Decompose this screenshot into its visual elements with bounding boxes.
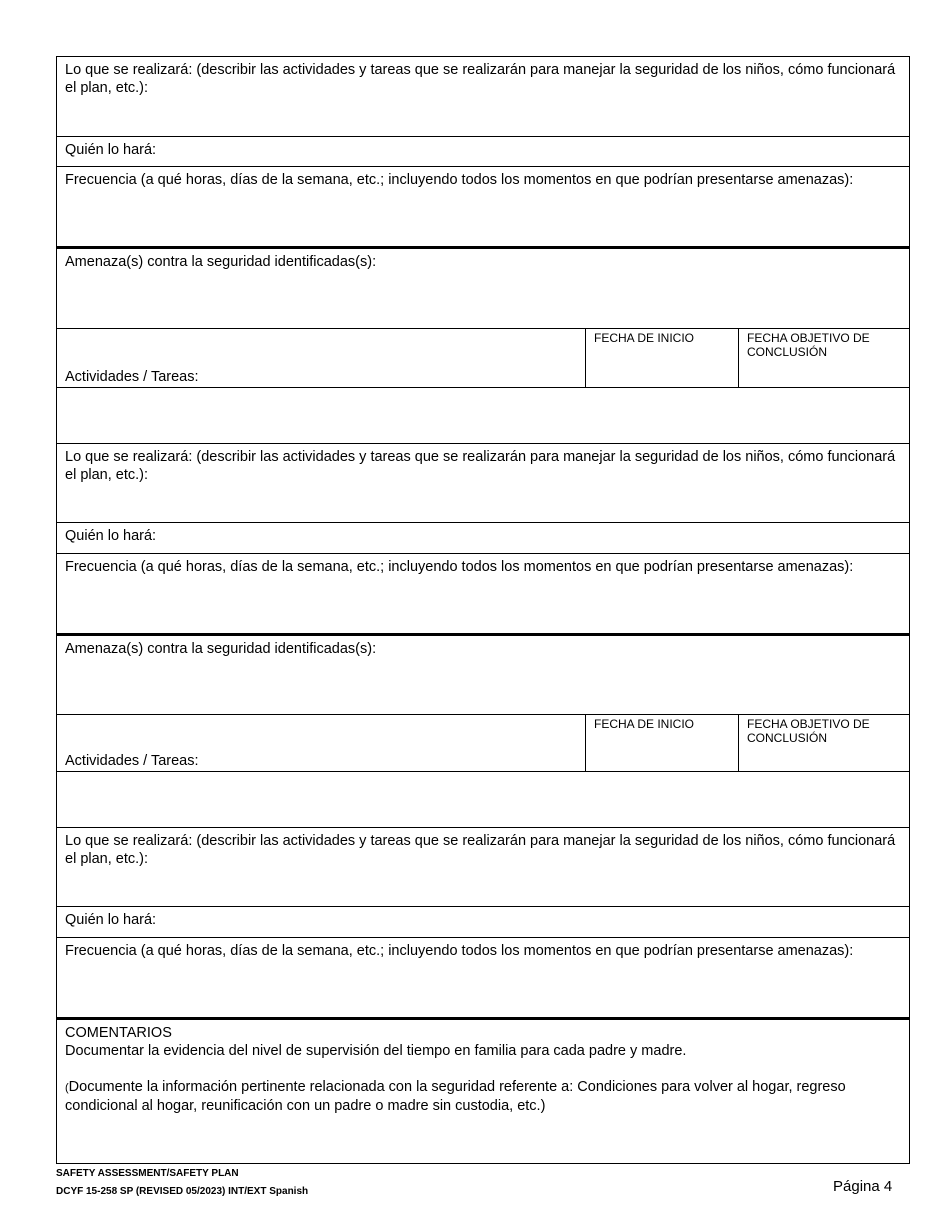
target-date-cell[interactable] [739, 329, 909, 387]
comments-heading: COMENTARIOS [65, 1025, 172, 1041]
activities-header-3 [57, 715, 909, 772]
start-date-cell[interactable] [586, 329, 739, 387]
frequency-field-2[interactable] [57, 554, 909, 636]
activities-label: Actividades / Tareas: [65, 753, 199, 769]
safety-plan-form [56, 56, 910, 1164]
who-label: Quién lo hará: [65, 142, 157, 158]
activities-label: Actividades / Tareas: [65, 369, 199, 385]
frequency-field-1[interactable] [57, 167, 909, 249]
comments-field[interactable] [57, 1020, 909, 1163]
activities-label-cell [57, 715, 586, 771]
target-date-cell[interactable] [739, 715, 909, 771]
comments-instruction-1: Documentar la evidencia del nivel de supervisión del tiempo en familia para cada padre y madre. [65, 1043, 687, 1059]
what-will-be-done-field-1[interactable] [57, 57, 909, 137]
comments-instruction-2-text: Documente la información pertinente relacionada con la seguridad referente a: Condiciones para volver al hogar, regreso condicional al hogar, reunificación con un padre o madre sin custodia, etc.) [65, 1079, 846, 1114]
form-id: DCYF 15-258 SP (REVISED 05/2023) INT/EXT Spanish [56, 1186, 309, 1197]
what-will-be-done-label: Lo que se realizará: (describir las actividades y tareas que se realizarán para manejar la seguridad de los niños, cómo funcionará el plan, etc.): [65, 449, 896, 483]
who-label: Quién lo hará: [65, 912, 157, 928]
target-date-label: FECHA OBJETIVO DE CONCLUSIÓN [747, 717, 870, 745]
activities-label-cell [57, 329, 586, 387]
what-will-be-done-field-3[interactable] [57, 828, 909, 907]
threats-field-3[interactable] [57, 636, 909, 715]
form-footer [56, 1165, 308, 1201]
comments-instruction-2 [65, 1078, 901, 1115]
frequency-label: Frecuencia (a qué horas, días de la semana, etc.; incluyendo todos los momentos en que podrían presentarse amenazas): [65, 172, 854, 188]
target-date-label: FECHA OBJETIVO DE CONCLUSIÓN [747, 331, 870, 359]
frequency-field-3[interactable] [57, 938, 909, 1020]
what-will-be-done-label: Lo que se realizará: (describir las actividades y tareas que se realizarán para manejar la seguridad de los niños, cómo funcionará el plan, etc.): [65, 62, 896, 96]
threats-label: Amenaza(s) contra la seguridad identificadas(s): [65, 641, 377, 657]
open-paren: ( [65, 1082, 69, 1094]
what-will-be-done-field-2[interactable] [57, 444, 909, 523]
form-title: SAFETY ASSESSMENT/SAFETY PLAN [56, 1168, 239, 1179]
what-will-be-done-label: Lo que se realizará: (describir las actividades y tareas que se realizarán para manejar la seguridad de los niños, cómo funcionará el plan, etc.): [65, 833, 896, 867]
activities-header-2 [57, 329, 909, 388]
who-field-2[interactable] [57, 523, 909, 554]
who-field-3[interactable] [57, 907, 909, 938]
activities-entry-field-2[interactable] [57, 388, 909, 444]
threats-field-2[interactable] [57, 249, 909, 329]
frequency-label: Frecuencia (a qué horas, días de la semana, etc.; incluyendo todos los momentos en que podrían presentarse amenazas): [65, 559, 854, 575]
frequency-label: Frecuencia (a qué horas, días de la semana, etc.; incluyendo todos los momentos en que podrían presentarse amenazas): [65, 943, 854, 959]
who-label: Quién lo hará: [65, 528, 157, 544]
who-field-1[interactable] [57, 137, 909, 167]
threats-label: Amenaza(s) contra la seguridad identificadas(s): [65, 254, 377, 270]
start-date-cell[interactable] [586, 715, 739, 771]
page-number: Página 4 [833, 1178, 893, 1195]
start-date-label: FECHA DE INICIO [594, 331, 695, 345]
activities-entry-field-3[interactable] [57, 772, 909, 828]
start-date-label: FECHA DE INICIO [594, 717, 695, 731]
